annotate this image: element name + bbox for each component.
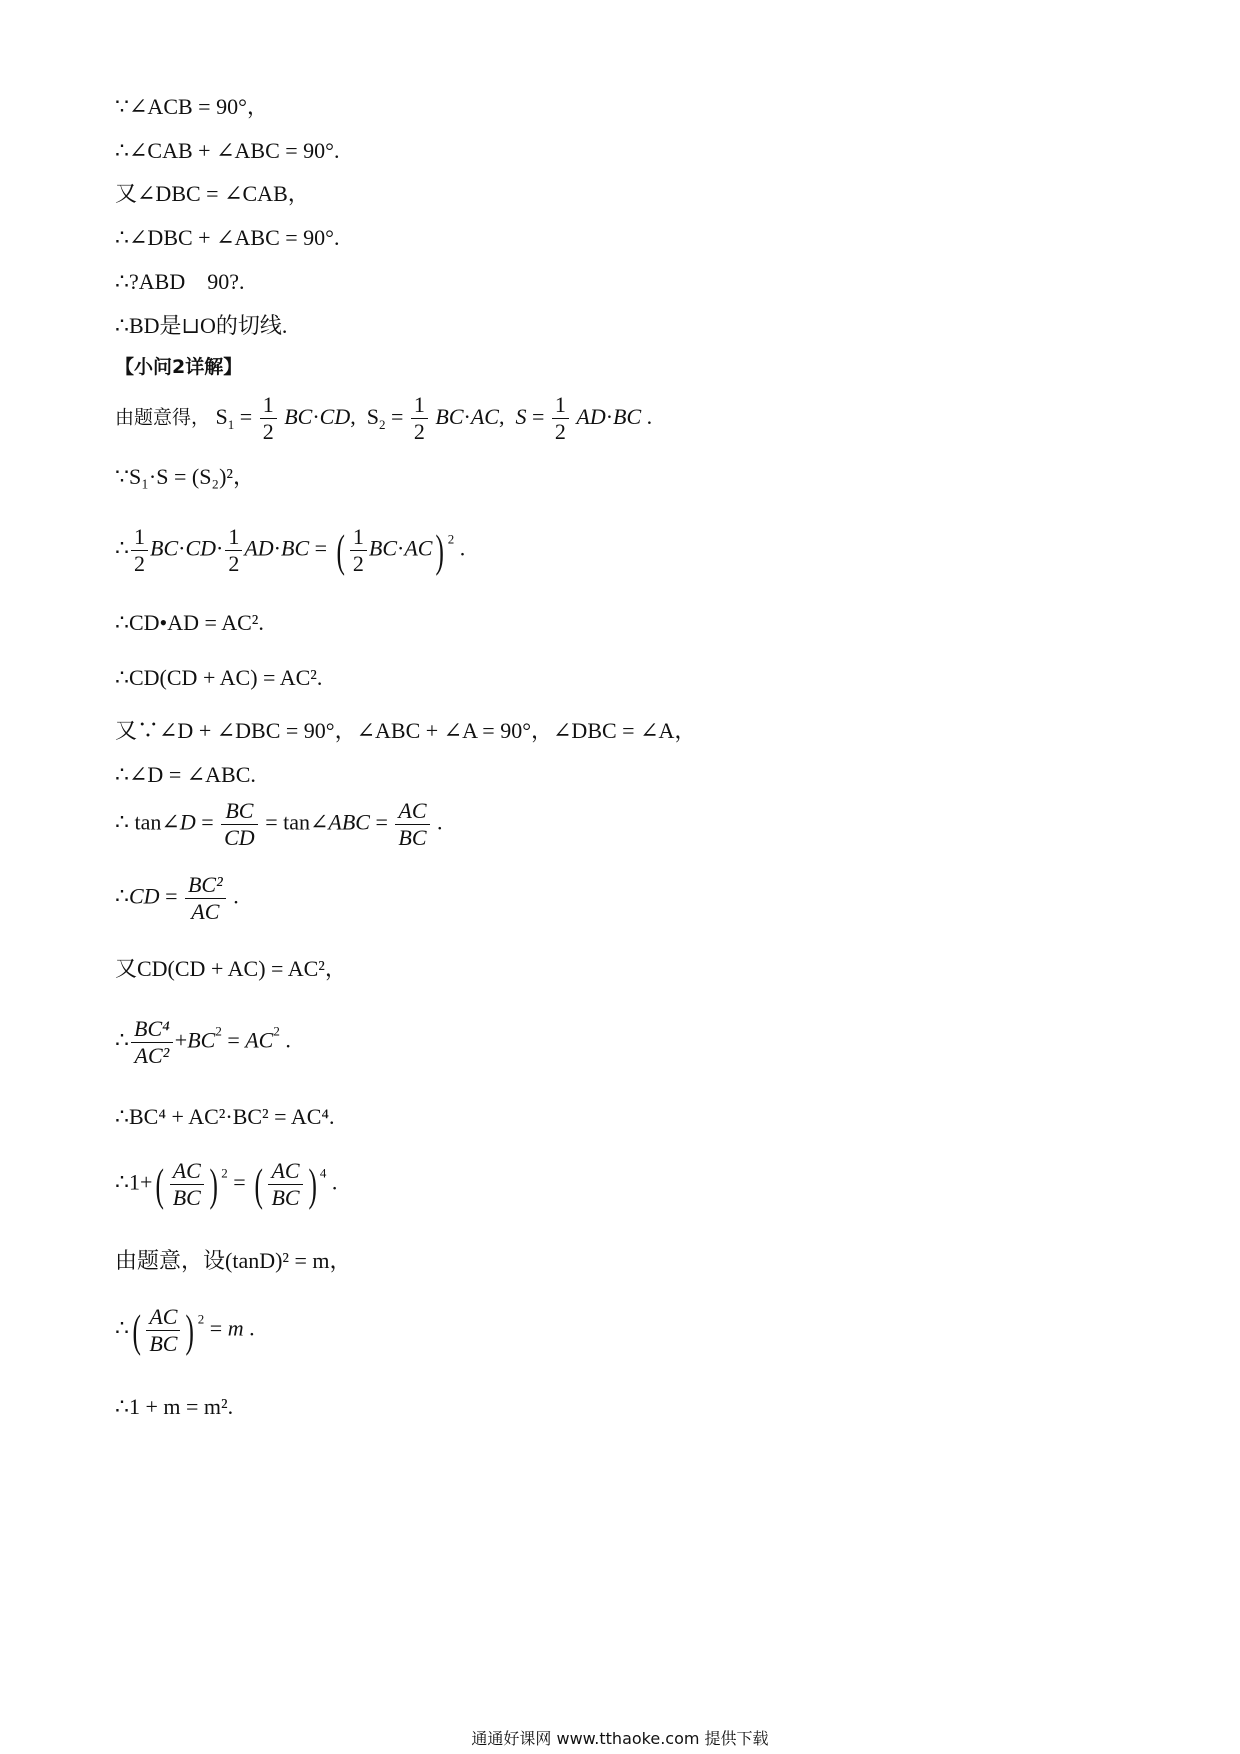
proof-line-6 [115,315,287,337]
substituted-equation: ∴ $\frac{1}{2}$ BC·CD· $\frac{1}{2}$ AD·BC = ( $\frac{1}{2}$ BC·AC) $^2$ . [115,524,466,576]
line-text: ∴∠DBC + ∠ABC = 90°. [115,225,340,250]
footer-text: 通通好课网 www.tthaoke.com 提供下载 [471,1729,769,1748]
fraction-ac-over-bc: $\frac{AC}{BC}$ [395,800,429,849]
line-text: ∴?ABD 90?. [115,269,245,294]
fraction-ac-over-bc: $\frac{AC}{BC}$ [170,1160,204,1209]
proof-line-area-relation [115,466,255,488]
proof-line-final [115,1396,233,1418]
proof-line-factor [115,667,322,689]
page-footer [0,1726,1240,1749]
proof-line-repeat [115,958,347,980]
fraction-half: $\frac{1}{2}$ [225,526,242,575]
proof-line-1 [115,96,269,118]
proof-line-4 [115,227,339,249]
fraction-ac-over-bc: $\frac{AC}{BC}$ [268,1160,302,1209]
line-text: ∴∠D = ∠ABC. [115,762,256,787]
line-text: 由题意，设(tanD)² = m， [115,1248,352,1273]
proof-line-2 [115,140,339,162]
line-text: 又∠DBC = ∠CAB， [115,181,310,206]
line-text: 由题意得， [115,406,211,429]
fraction-half: $\frac{1}{2}$ [131,526,148,575]
proof-line-5 [115,271,244,293]
proof-line-product [115,612,264,634]
proof-line-angle-equal [115,764,256,786]
line-text: ∴CD•AD = AC². [115,610,264,635]
fraction-half: $\frac{1}{2}$ [350,526,367,575]
fraction-ac-over-bc: $\frac{AC}{BC}$ [146,1306,180,1355]
line-text: 又∵∠D + ∠DBC = 90°，∠ABC + ∠A = 90°，∠DBC = ∠A， [115,718,697,743]
area-definition-line [115,394,652,443]
fraction-half: $\frac{1}{2}$ [260,394,277,443]
line-text: ∴BC⁴ + AC²·BC² = AC⁴. [115,1104,335,1129]
line-text: ∴∠CAB + ∠ABC = 90°. [115,138,340,163]
substituted-ratio-equation: ∴ $\frac{\text{BC⁴}}{\text{AC²}}$ $+BC^2 = AC^2$ . [115,1016,291,1068]
fraction-bc2-over-ac: $\frac{\text{BC²}}{AC}$ [185,874,226,923]
line-text: ∴BD是⊔O的切线. [115,313,288,338]
section-heading [115,358,242,377]
fraction-half: $\frac{1}{2}$ [552,394,569,443]
fraction-half: $\frac{1}{2}$ [411,394,428,443]
line-text: ∵S₁·S = (S₂)²， [115,464,256,489]
cd-equation: ∴CD = $\frac{\text{BC²}}{AC}$ . [115,872,239,924]
line-text: ∴1 + m = m². [115,1394,234,1419]
proof-line-expanded [115,1106,335,1128]
ratio-m-equation: ∴( $\frac{AC}{BC}$ ) $^2$ = m . [115,1304,255,1356]
tan-equation: ∴ tan∠D = $\frac{BC}{CD}$ = tan∠ABC = $\frac{AC}{BC}$ . [115,798,443,850]
proof-line-substitution [115,1250,352,1272]
line-text: ∵∠ACB = 90°， [115,94,269,119]
ratio-power-equation: ∴1+( $\frac{AC}{BC}$ ) $^2$ = ( $\frac{AC}{BC}$ ) $^4$ . [115,1158,338,1210]
proof-line-angles [115,720,696,742]
line-text: ∴CD(CD + AC) = AC². [115,665,323,690]
proof-line-3 [115,183,310,205]
heading-text: 【小问2详解】 [115,356,243,378]
fraction-bc-over-cd: $\frac{BC}{CD}$ [221,800,258,849]
line-text: 又CD(CD + AC) = AC²， [115,956,347,981]
fraction-bc4-over-ac2: $\frac{\text{BC⁴}}{\text{AC²}}$ [131,1018,173,1067]
s1-expr: $S_1$ = $\frac{1}{2}$ BC·CD, $S_2$ = $\frac{1}{2}$ BC·AC, S = $\frac{1}{2}$ AD·BC . [215,392,653,444]
